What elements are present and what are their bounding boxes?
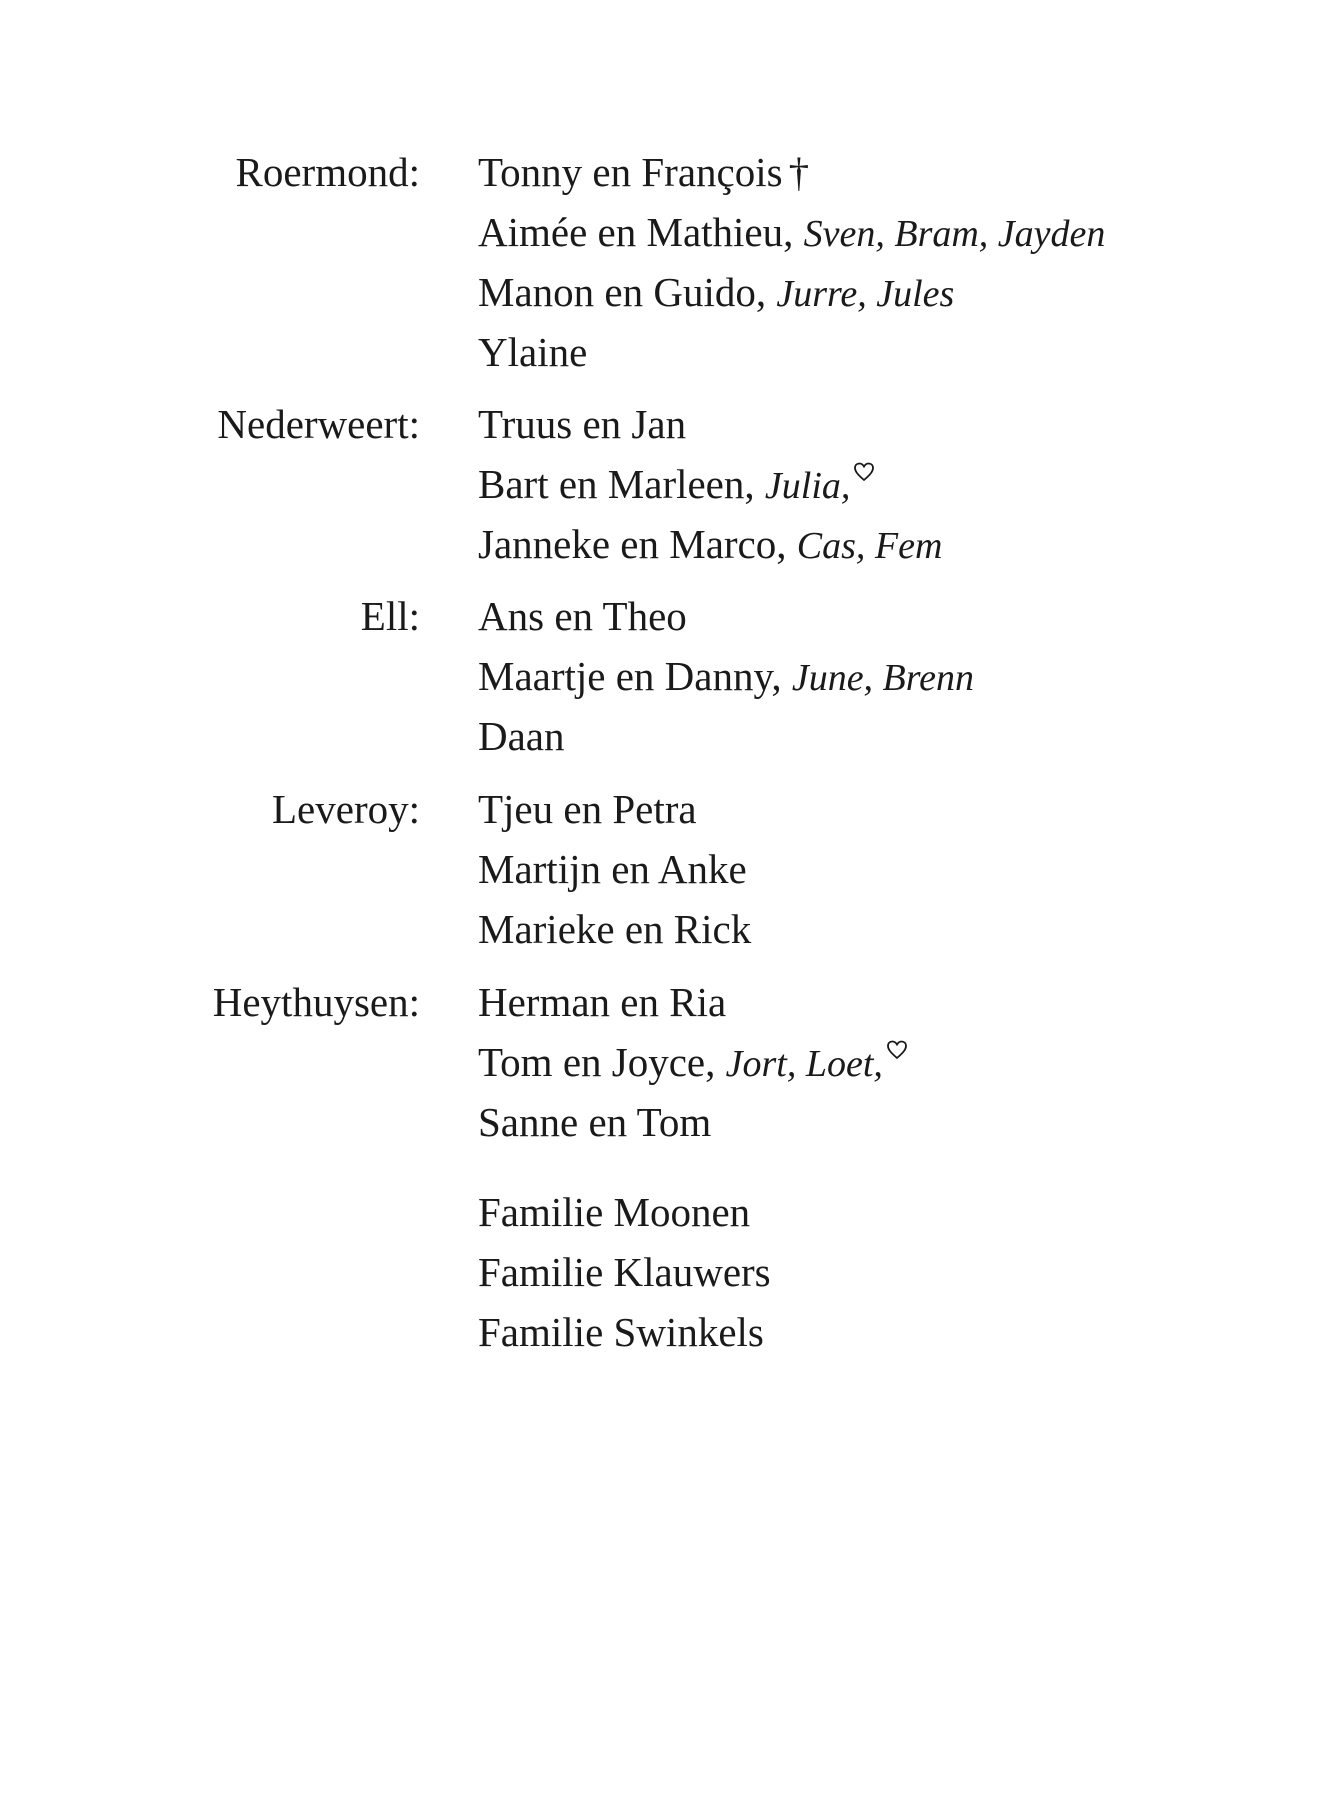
children-names: Cas, Fem: [796, 525, 943, 567]
family-line: [478, 586, 974, 646]
family-names: Ans en Theo: [478, 593, 687, 639]
family-line: [478, 202, 1105, 262]
family-line: [478, 779, 751, 839]
family-line: [478, 646, 974, 706]
family-lines: [478, 1182, 771, 1362]
family-names: Truus en Jan: [478, 401, 687, 447]
children-names: June, Brenn: [791, 657, 975, 699]
heart-icon: [885, 1038, 909, 1062]
family-names: Tjeu en Petra: [478, 786, 697, 832]
family-lines: [478, 586, 974, 766]
place-label: Ell:: [360, 593, 420, 639]
family-line: Familie Klauwers: [478, 1249, 771, 1295]
family-lines: [478, 972, 909, 1152]
place-label: Heythuysen:: [212, 979, 420, 1025]
family-lines: [478, 779, 751, 959]
family-line: [478, 262, 1105, 322]
place-label: Leveroy:: [272, 786, 420, 832]
family-names: Daan: [478, 713, 565, 759]
family-line: [478, 899, 751, 959]
family-names: Aimée en Mathieu,: [478, 209, 794, 255]
children-names: Sven, Bram, Jayden: [803, 213, 1106, 255]
family-names: Tom en Joyce,: [478, 1039, 716, 1085]
family-lines: [478, 394, 942, 574]
place-label: Roermond:: [235, 149, 420, 195]
family-line: [478, 1092, 909, 1152]
family-line: [478, 322, 1105, 382]
dagger-icon: †: [788, 149, 810, 195]
family-line: [478, 1032, 909, 1092]
children-names: Jurre, Jules: [776, 273, 955, 315]
family-names: Tonny en François: [478, 149, 783, 195]
family-names: Bart en Marleen,: [478, 461, 755, 507]
family-line: [478, 706, 974, 766]
family-names: Maartje en Danny,: [478, 653, 782, 699]
family-line: Familie Moonen: [478, 1189, 751, 1235]
family-names: Martijn en Anke: [478, 846, 747, 892]
family-line: [478, 142, 1105, 202]
heart-icon: [852, 460, 876, 484]
children-names: Jort, Loet,: [725, 1043, 883, 1085]
family-names: Ylaine: [478, 329, 588, 375]
family-names: Janneke en Marco,: [478, 521, 787, 567]
family-lines: [478, 142, 1105, 382]
family-line: [478, 514, 942, 574]
family-line: Familie Swinkels: [478, 1309, 764, 1355]
place-label: Nederweert:: [217, 401, 420, 447]
family-names: Herman en Ria: [478, 979, 727, 1025]
family-line: [478, 839, 751, 899]
family-line: [478, 394, 942, 454]
family-names: Sanne en Tom: [478, 1099, 712, 1145]
family-names: Manon en Guido,: [478, 269, 767, 315]
family-line: [478, 972, 909, 1032]
children-names: Julia,: [764, 465, 851, 507]
family-names: Marieke en Rick: [478, 906, 752, 952]
family-line: [478, 454, 942, 514]
